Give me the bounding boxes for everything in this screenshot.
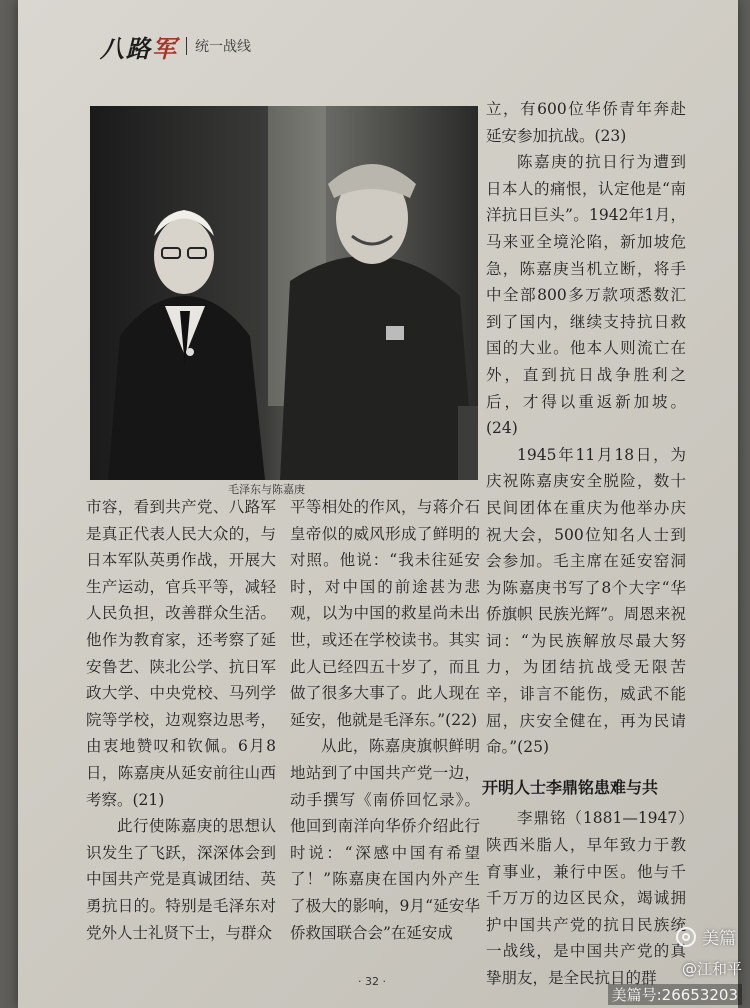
paragraph: 平等相处的作风，与蒋介石皇帝似的威风形成了鲜明的对照。他说：“我未往延安时，对中国的前途甚为悲观，以为中国的救星尚未出世，或还在学校读书。其实此人已经四五十岁了，而且做了很多大事了。此人现在延安，他就是毛泽东。”(22) bbox=[290, 498, 480, 729]
page-number: · 32 · bbox=[358, 975, 386, 988]
section-heading: 开明人士李鼎铭患难与共 bbox=[482, 777, 659, 797]
photo-illustration bbox=[90, 106, 478, 480]
watermark-brand-text: 美篇 bbox=[702, 929, 736, 949]
section-title: 统一战线 bbox=[195, 39, 251, 55]
paragraph: 1945年11月18日，为庆祝陈嘉庚安全脱险，数十民间团体在重庆为他举办庆祝大会，500位知名人士到会参加。毛主席在延安窑洞为陈嘉庚书写了8个大字“华侨旗帜 民族光辉”。周恩来祝词：“为民族解放尽最大努力，为团结抗战受无限苦辛，诽言不能伤，威武不能屈，庆安全健在，再为民请命。”(25) bbox=[486, 445, 686, 757]
paragraph: 立，有600位华侨青年奔赴延安参加抗战。(23) bbox=[486, 100, 686, 145]
paragraph: 此行使陈嘉庚的思想认识发生了飞跃，深深体会到中国共产党是真诚团结、英勇抗日的。特别是毛泽东对党外人士礼贤下士，与群众 bbox=[86, 817, 276, 942]
watermark-id: 美篇号:26653203 bbox=[608, 984, 742, 1005]
historical-photo bbox=[90, 106, 478, 480]
meipian-logo-icon bbox=[676, 927, 696, 947]
page-header bbox=[100, 30, 251, 62]
paragraph: 陈嘉庚的抗日行为遭到日本人的痛恨，认定他是“南洋抗日巨头”。1942年1月，马来亚全境沦陷，新加坡危急，陈嘉庚当机立断，将手中全部800多万款项悉数汇到了国内，继续支持抗日救国的大业。他本人则流亡在外，直到抗日战争胜利之后，才得以重返新加坡。(24) bbox=[486, 153, 686, 438]
header-divider bbox=[186, 37, 187, 55]
paragraph: 从此，陈嘉庚旗帜鲜明地站到了中国共产党一边，动手撰写《南侨回忆录》。他回到南洋向华侨介绍此行时说：“深感中国有希望了！”陈嘉庚在国内外产生了极大的影响，9月“延安华侨救国联合会”在延安成 bbox=[290, 737, 480, 942]
paragraph: 市容，看到共产党、八路军是真正代表人民大众的，与日本军队英勇作战，开展大生产运动，官兵平等，减轻人民负担，改善群众生活。他作为教育家，还考察了延安鲁艺、陕北公学、抗日军政大学、中央党校、马列学院等学校，边观察边思考，由衷地赞叹和钦佩。6月8日，陈嘉庚从延安前往山西考察。(21) bbox=[86, 498, 276, 809]
text-column-1 bbox=[86, 494, 276, 946]
magazine-page bbox=[18, 0, 738, 1008]
logo-text: 八路 bbox=[100, 33, 152, 63]
text-column-3 bbox=[482, 96, 686, 992]
magazine-logo bbox=[100, 29, 178, 64]
logo-text-accent: 军 bbox=[152, 33, 178, 63]
watermark-brand bbox=[676, 924, 736, 949]
photo-caption: 毛泽东与陈嘉庚 bbox=[228, 483, 305, 496]
text-column-2 bbox=[290, 494, 480, 946]
paragraph: 李鼎铭（1881—1947）陕西米脂人，早年致力于教育事业，兼行中医。他与千千万万的边区民众，竭诚拥护中国共产党的抗日民族统一战线，是中国共产党的真挚朋友，是全民抗日的群 bbox=[486, 809, 686, 987]
watermark-author: @江和平 bbox=[681, 960, 742, 978]
